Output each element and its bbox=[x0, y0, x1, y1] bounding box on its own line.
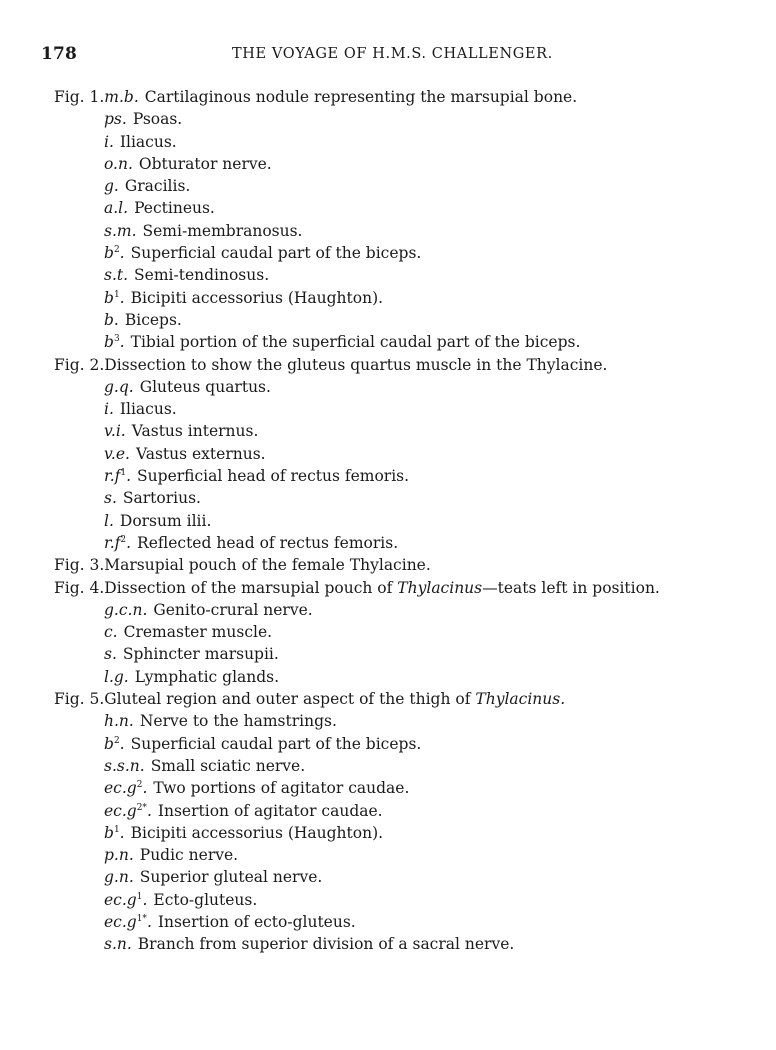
legend-description: Tibial portion of the superficial caudal part of the biceps. bbox=[130, 333, 581, 352]
figure-label: Fig. 1. bbox=[54, 88, 105, 106]
legend-abbreviation: g.q. bbox=[104, 377, 134, 396]
legend-description: Reflected head of rectus femoris. bbox=[137, 533, 399, 552]
legend-item bbox=[54, 376, 744, 398]
figure-label: Fig. 2. bbox=[54, 355, 105, 374]
figure-caption-3 bbox=[54, 554, 744, 576]
legend-abbreviation: $b^1$. bbox=[104, 288, 125, 307]
legend-item bbox=[54, 643, 744, 665]
figure-caption-text: Marsupial pouch of the female Thylacine. bbox=[104, 556, 431, 575]
superscript: 1 bbox=[113, 824, 120, 835]
legend-item bbox=[54, 510, 744, 532]
legend-item bbox=[54, 197, 744, 219]
legend-abbreviation: $b^2$. bbox=[104, 734, 125, 753]
legend-item bbox=[54, 933, 744, 955]
legend-description: Insertion of ecto-gluteus. bbox=[157, 912, 356, 931]
legend-abbreviation: v.i. bbox=[104, 422, 126, 441]
legend-abbreviation: s. bbox=[104, 645, 117, 664]
figure-legend-list bbox=[54, 86, 744, 956]
legend-description: Pudic nerve. bbox=[139, 846, 239, 865]
superscript: 1 bbox=[136, 891, 143, 902]
legend-item bbox=[54, 108, 744, 130]
legend-item bbox=[54, 220, 744, 242]
legend-abbreviation: s. bbox=[104, 489, 117, 508]
legend-description: Gracilis. bbox=[124, 177, 191, 196]
legend-description: Cremaster muscle. bbox=[123, 623, 273, 642]
legend-abbreviation: a.l. bbox=[104, 199, 129, 218]
legend-item bbox=[54, 710, 744, 732]
superscript: 2 bbox=[136, 780, 143, 791]
figure-caption-italic: Thylacinus bbox=[397, 578, 483, 597]
legend-description: Psoas. bbox=[132, 110, 183, 129]
legend-abbreviation: $b^3$. bbox=[104, 333, 125, 352]
legend-item bbox=[54, 532, 744, 554]
legend-description: Iliacus. bbox=[119, 132, 177, 151]
legend-abbreviation: m.b. bbox=[104, 88, 139, 106]
superscript: 1 bbox=[113, 289, 120, 300]
legend-item bbox=[54, 755, 744, 777]
legend-description: Superficial caudal part of the biceps. bbox=[130, 244, 422, 263]
legend-description: Vastus externus. bbox=[135, 444, 266, 463]
legend-description: Superior gluteal nerve. bbox=[139, 868, 323, 887]
legend-abbreviation: i. bbox=[104, 400, 114, 419]
legend-item bbox=[54, 621, 744, 643]
figure-label: Fig. 4. bbox=[54, 578, 105, 597]
running-head: THE VOYAGE OF H.M.S. CHALLENGER. bbox=[232, 46, 553, 62]
superscript: 3 bbox=[113, 334, 120, 345]
legend-description: Vastus internus. bbox=[131, 422, 259, 441]
legend-abbreviation: s.t. bbox=[104, 266, 129, 285]
legend-description: Iliacus. bbox=[119, 400, 177, 419]
superscript: 2 bbox=[113, 735, 120, 746]
superscript: 1* bbox=[136, 913, 147, 924]
legend-abbreviation: ps. bbox=[104, 110, 127, 129]
legend-abbreviation: s.s.n. bbox=[104, 756, 145, 775]
legend-description: Sphincter marsupii. bbox=[122, 645, 279, 664]
figure-label: Fig. 5. bbox=[54, 690, 105, 709]
legend-abbreviation: v.e. bbox=[104, 444, 130, 463]
legend-item bbox=[54, 287, 744, 309]
superscript: 2 bbox=[120, 534, 127, 545]
legend-description: Sartorius. bbox=[122, 489, 201, 508]
legend-description: Superficial head of rectus femoris. bbox=[137, 467, 410, 486]
legend-description: Nerve to the hamstrings. bbox=[139, 712, 337, 731]
legend-abbreviation: b. bbox=[104, 310, 119, 329]
legend-item bbox=[54, 153, 744, 175]
legend-description: Lymphatic glands. bbox=[134, 667, 280, 686]
legend-description: Small sciatic nerve. bbox=[150, 756, 306, 775]
legend-description: Obturator nerve. bbox=[138, 154, 272, 173]
legend-item bbox=[54, 866, 744, 888]
figure-caption-italic: Thylacinus. bbox=[475, 690, 566, 709]
legend-description: Insertion of agitator caudae. bbox=[157, 801, 383, 820]
legend-item bbox=[54, 131, 744, 153]
legend-description: Branch from superior division of a sacral nerve. bbox=[137, 935, 515, 954]
figure-caption-1 bbox=[54, 86, 744, 108]
legend-description: Gluteus quartus. bbox=[139, 377, 271, 396]
legend-item bbox=[54, 443, 744, 465]
legend-item bbox=[54, 309, 744, 331]
superscript: 2 bbox=[113, 245, 120, 256]
legend-item bbox=[54, 777, 744, 799]
superscript: 1 bbox=[120, 468, 127, 479]
legend-item bbox=[54, 599, 744, 621]
legend-description: Bicipiti accessorius (Haughton). bbox=[130, 288, 384, 307]
legend-abbreviation: $ec.g^{2*}$. bbox=[104, 801, 152, 820]
figure-label: Fig. 3. bbox=[54, 556, 105, 575]
figure-caption-text: Gluteal region and outer aspect of the thigh of bbox=[104, 690, 476, 709]
legend-item bbox=[54, 487, 744, 509]
legend-description: Pectineus. bbox=[134, 199, 215, 218]
legend-abbreviation: l. bbox=[104, 511, 114, 530]
figure-caption-text: Dissection of the marsupial pouch of bbox=[104, 578, 398, 597]
legend-item bbox=[54, 666, 744, 688]
legend-item bbox=[54, 800, 744, 822]
figure-caption-text: Cartilaginous nodule representing the marsupial bone. bbox=[144, 88, 578, 106]
legend-item bbox=[54, 398, 744, 420]
legend-abbreviation: $b^1$. bbox=[104, 823, 125, 842]
legend-item bbox=[54, 822, 744, 844]
legend-abbreviation: g.c.n. bbox=[104, 600, 148, 619]
legend-abbreviation: $r.f^1$. bbox=[104, 467, 132, 486]
legend-item bbox=[54, 420, 744, 442]
legend-abbreviation: g. bbox=[104, 177, 119, 196]
legend-description: Genito-crural nerve. bbox=[153, 600, 313, 619]
legend-item bbox=[54, 465, 744, 487]
page-number: 178 bbox=[41, 44, 78, 64]
legend-abbreviation: s.n. bbox=[104, 935, 132, 954]
superscript: 2* bbox=[136, 802, 147, 813]
legend-item bbox=[54, 733, 744, 755]
legend-description: Semi-tendinosus. bbox=[134, 266, 270, 285]
legend-abbreviation: c. bbox=[104, 623, 118, 642]
legend-abbreviation: o.n. bbox=[104, 154, 133, 173]
legend-abbreviation: $ec.g^1$. bbox=[104, 890, 148, 909]
legend-item bbox=[54, 911, 744, 933]
legend-description: Bicipiti accessorius (Haughton). bbox=[130, 823, 384, 842]
legend-abbreviation: $ec.g^{1*}$. bbox=[104, 912, 152, 931]
legend-abbreviation: $ec.g^2$. bbox=[104, 779, 148, 798]
legend-abbreviation: $r.f^2$. bbox=[104, 533, 132, 552]
legend-description: Biceps. bbox=[124, 310, 182, 329]
legend-item bbox=[54, 889, 744, 911]
legend-abbreviation: s.m. bbox=[104, 221, 137, 240]
legend-abbreviation: p.n. bbox=[104, 846, 134, 865]
legend-description: Dorsum ilii. bbox=[119, 511, 212, 530]
legend-item bbox=[54, 242, 744, 264]
legend-description: Two portions of agitator caudae. bbox=[153, 779, 410, 798]
legend-item bbox=[54, 331, 744, 353]
legend-abbreviation: i. bbox=[104, 132, 114, 151]
legend-abbreviation: l.g. bbox=[104, 667, 129, 686]
figure-caption-text: —teats left in position. bbox=[482, 578, 660, 597]
figure-caption-2 bbox=[54, 354, 744, 376]
legend-abbreviation: g.n. bbox=[104, 868, 134, 887]
legend-item bbox=[54, 175, 744, 197]
legend-description: Semi-membranosus. bbox=[142, 221, 303, 240]
figure-caption-text: Dissection to show the gluteus quartus muscle in the Thylacine. bbox=[104, 355, 608, 374]
legend-item bbox=[54, 264, 744, 286]
legend-description: Superficial caudal part of the biceps. bbox=[130, 734, 422, 753]
legend-description: Ecto-gluteus. bbox=[153, 890, 258, 909]
legend-item bbox=[54, 844, 744, 866]
legend-abbreviation: $b^2$. bbox=[104, 244, 125, 263]
figure-caption-4 bbox=[54, 577, 744, 599]
figure-caption-5 bbox=[54, 688, 744, 710]
legend-abbreviation: h.n. bbox=[104, 712, 134, 731]
